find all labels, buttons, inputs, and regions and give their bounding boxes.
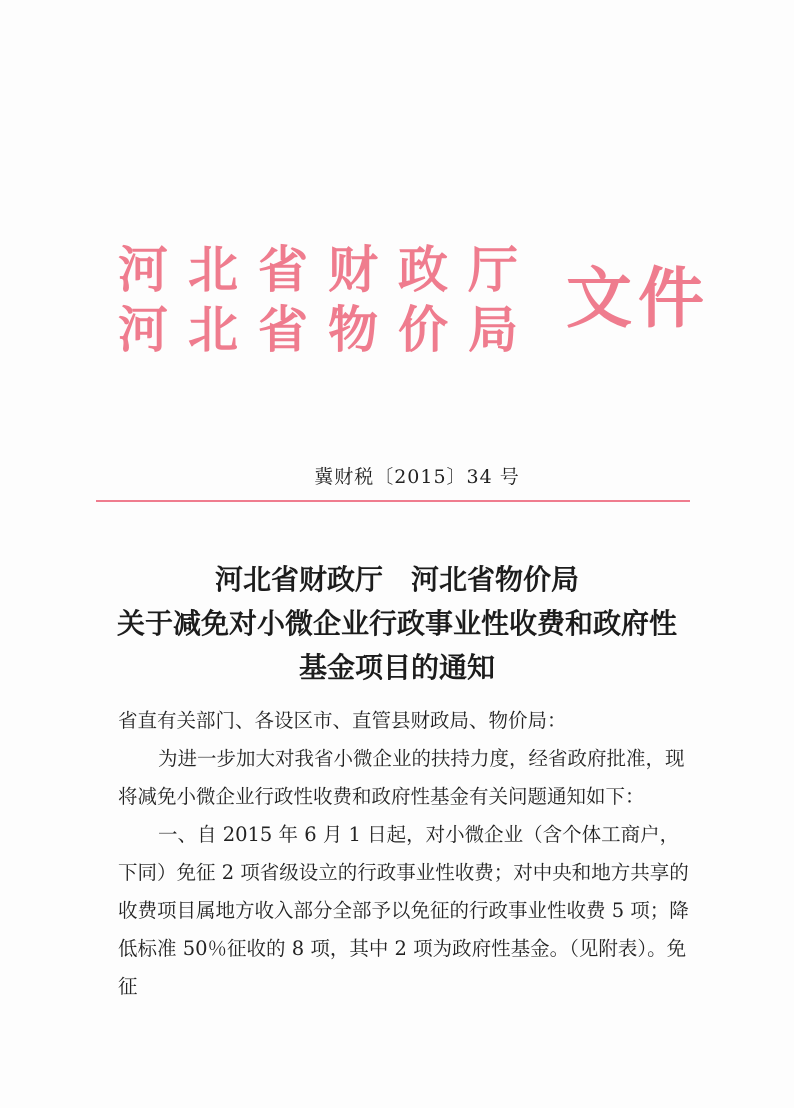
- letterhead: [118, 226, 710, 366]
- salutation: 省直有关部门、各设区市、直管县财政局、物价局：: [118, 709, 567, 732]
- title-issuer-1: 河北省财政厅: [214, 563, 383, 596]
- letterhead-suffix: 文件: [566, 259, 710, 337]
- title-issuers: [0, 558, 794, 602]
- title-line-2: 关于减免对小微企业行政事业性收费和政府性: [116, 607, 677, 640]
- title-line-3: 基金项目的通知: [298, 651, 495, 684]
- red-divider-line: [96, 500, 690, 502]
- letterhead-issuer-2: 河北省物价局: [118, 300, 538, 359]
- document-body: [118, 702, 690, 1006]
- document-number: 冀财税〔2015〕34 号: [314, 466, 520, 488]
- letterhead-issuer-1: 河北省财政厅: [118, 240, 538, 299]
- paragraph-1: 为进一步加大对我省小微企业的扶持力度，经省政府批准，现将减免小微企业行政性收费和政府性基金有关问题通知如下：: [118, 747, 685, 808]
- title-issuer-2: 河北省物价局: [411, 563, 580, 596]
- paragraph-2: 一、自 2015 年 6 月 1 日起，对小微企业（含个体工商户，下同）免征 2 项省级设立的行政事业性收费；对中央和地方共享的收费项目属地方收入部分全部予以免征的行政事业性收费 5 项；降低标准 50％征收的 8 项，其中 2 项为政府性基金。（见附表）。免征: [118, 823, 689, 998]
- document-title: [0, 558, 794, 690]
